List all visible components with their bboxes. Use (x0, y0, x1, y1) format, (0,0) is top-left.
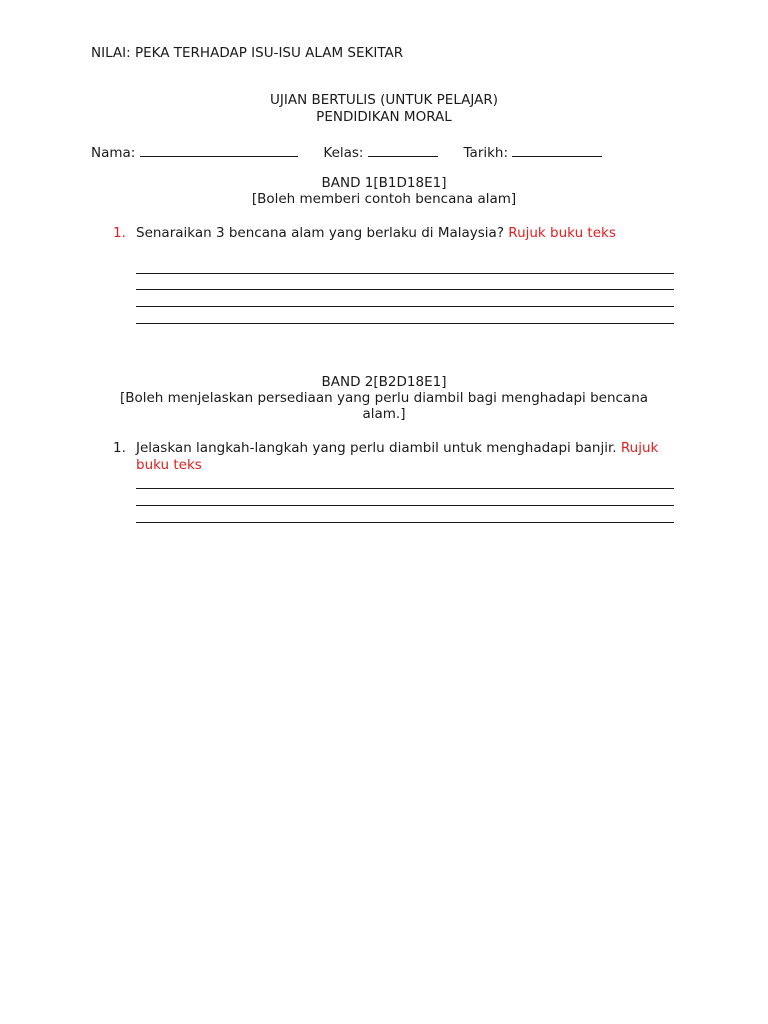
answer-line[interactable] (136, 273, 674, 274)
exam-title: UJIAN BERTULIS (UNTUK PELAJAR) (269, 92, 499, 108)
answer-line[interactable] (136, 488, 674, 489)
answer-line[interactable] (136, 323, 674, 324)
answer-line[interactable] (136, 522, 674, 523)
band1-heading: BAND 1[B1D18E1] (321, 175, 447, 191)
nilai-header: NILAI: PEKA TERHADAP ISU-ISU ALAM SEKITAR (91, 45, 404, 61)
band1-question-number: 1. (113, 225, 126, 241)
band2-question-reference: Rujuk buku teks (136, 440, 659, 473)
band1-descriptor: [Boleh memberi contoh bencana alam] (251, 191, 517, 207)
band1-question-text: Senaraikan 3 bencana alam yang berlaku di Malaysia? (136, 225, 504, 241)
band1-question-reference: Rujuk buku teks (508, 225, 616, 241)
nama-field[interactable] (140, 143, 298, 157)
band2-descriptor-line2: alam.] (362, 406, 406, 422)
nama-label: Nama: (91, 145, 136, 161)
band2-question-number: 1. (113, 440, 126, 456)
answer-line[interactable] (136, 505, 674, 506)
band2-descriptor-line1: [Boleh menjelaskan persediaan yang perlu diambil bagi menghadapi bencana (119, 390, 649, 406)
band2-heading: BAND 2[B2D18E1] (321, 374, 447, 390)
student-info-row (91, 143, 602, 162)
subject-title: PENDIDIKAN MORAL (316, 109, 452, 125)
answer-line[interactable] (136, 289, 674, 290)
tarikh-label: Tarikh: (463, 145, 509, 161)
band2-question-text: Jelaskan langkah-langkah yang perlu diambil untuk menghadapi banjir. (136, 440, 617, 456)
kelas-label: Kelas: (323, 145, 364, 161)
band1-question (136, 225, 674, 242)
band2-question (136, 440, 674, 474)
tarikh-field[interactable] (512, 143, 602, 157)
kelas-field[interactable] (368, 143, 438, 157)
answer-line[interactable] (136, 306, 674, 307)
